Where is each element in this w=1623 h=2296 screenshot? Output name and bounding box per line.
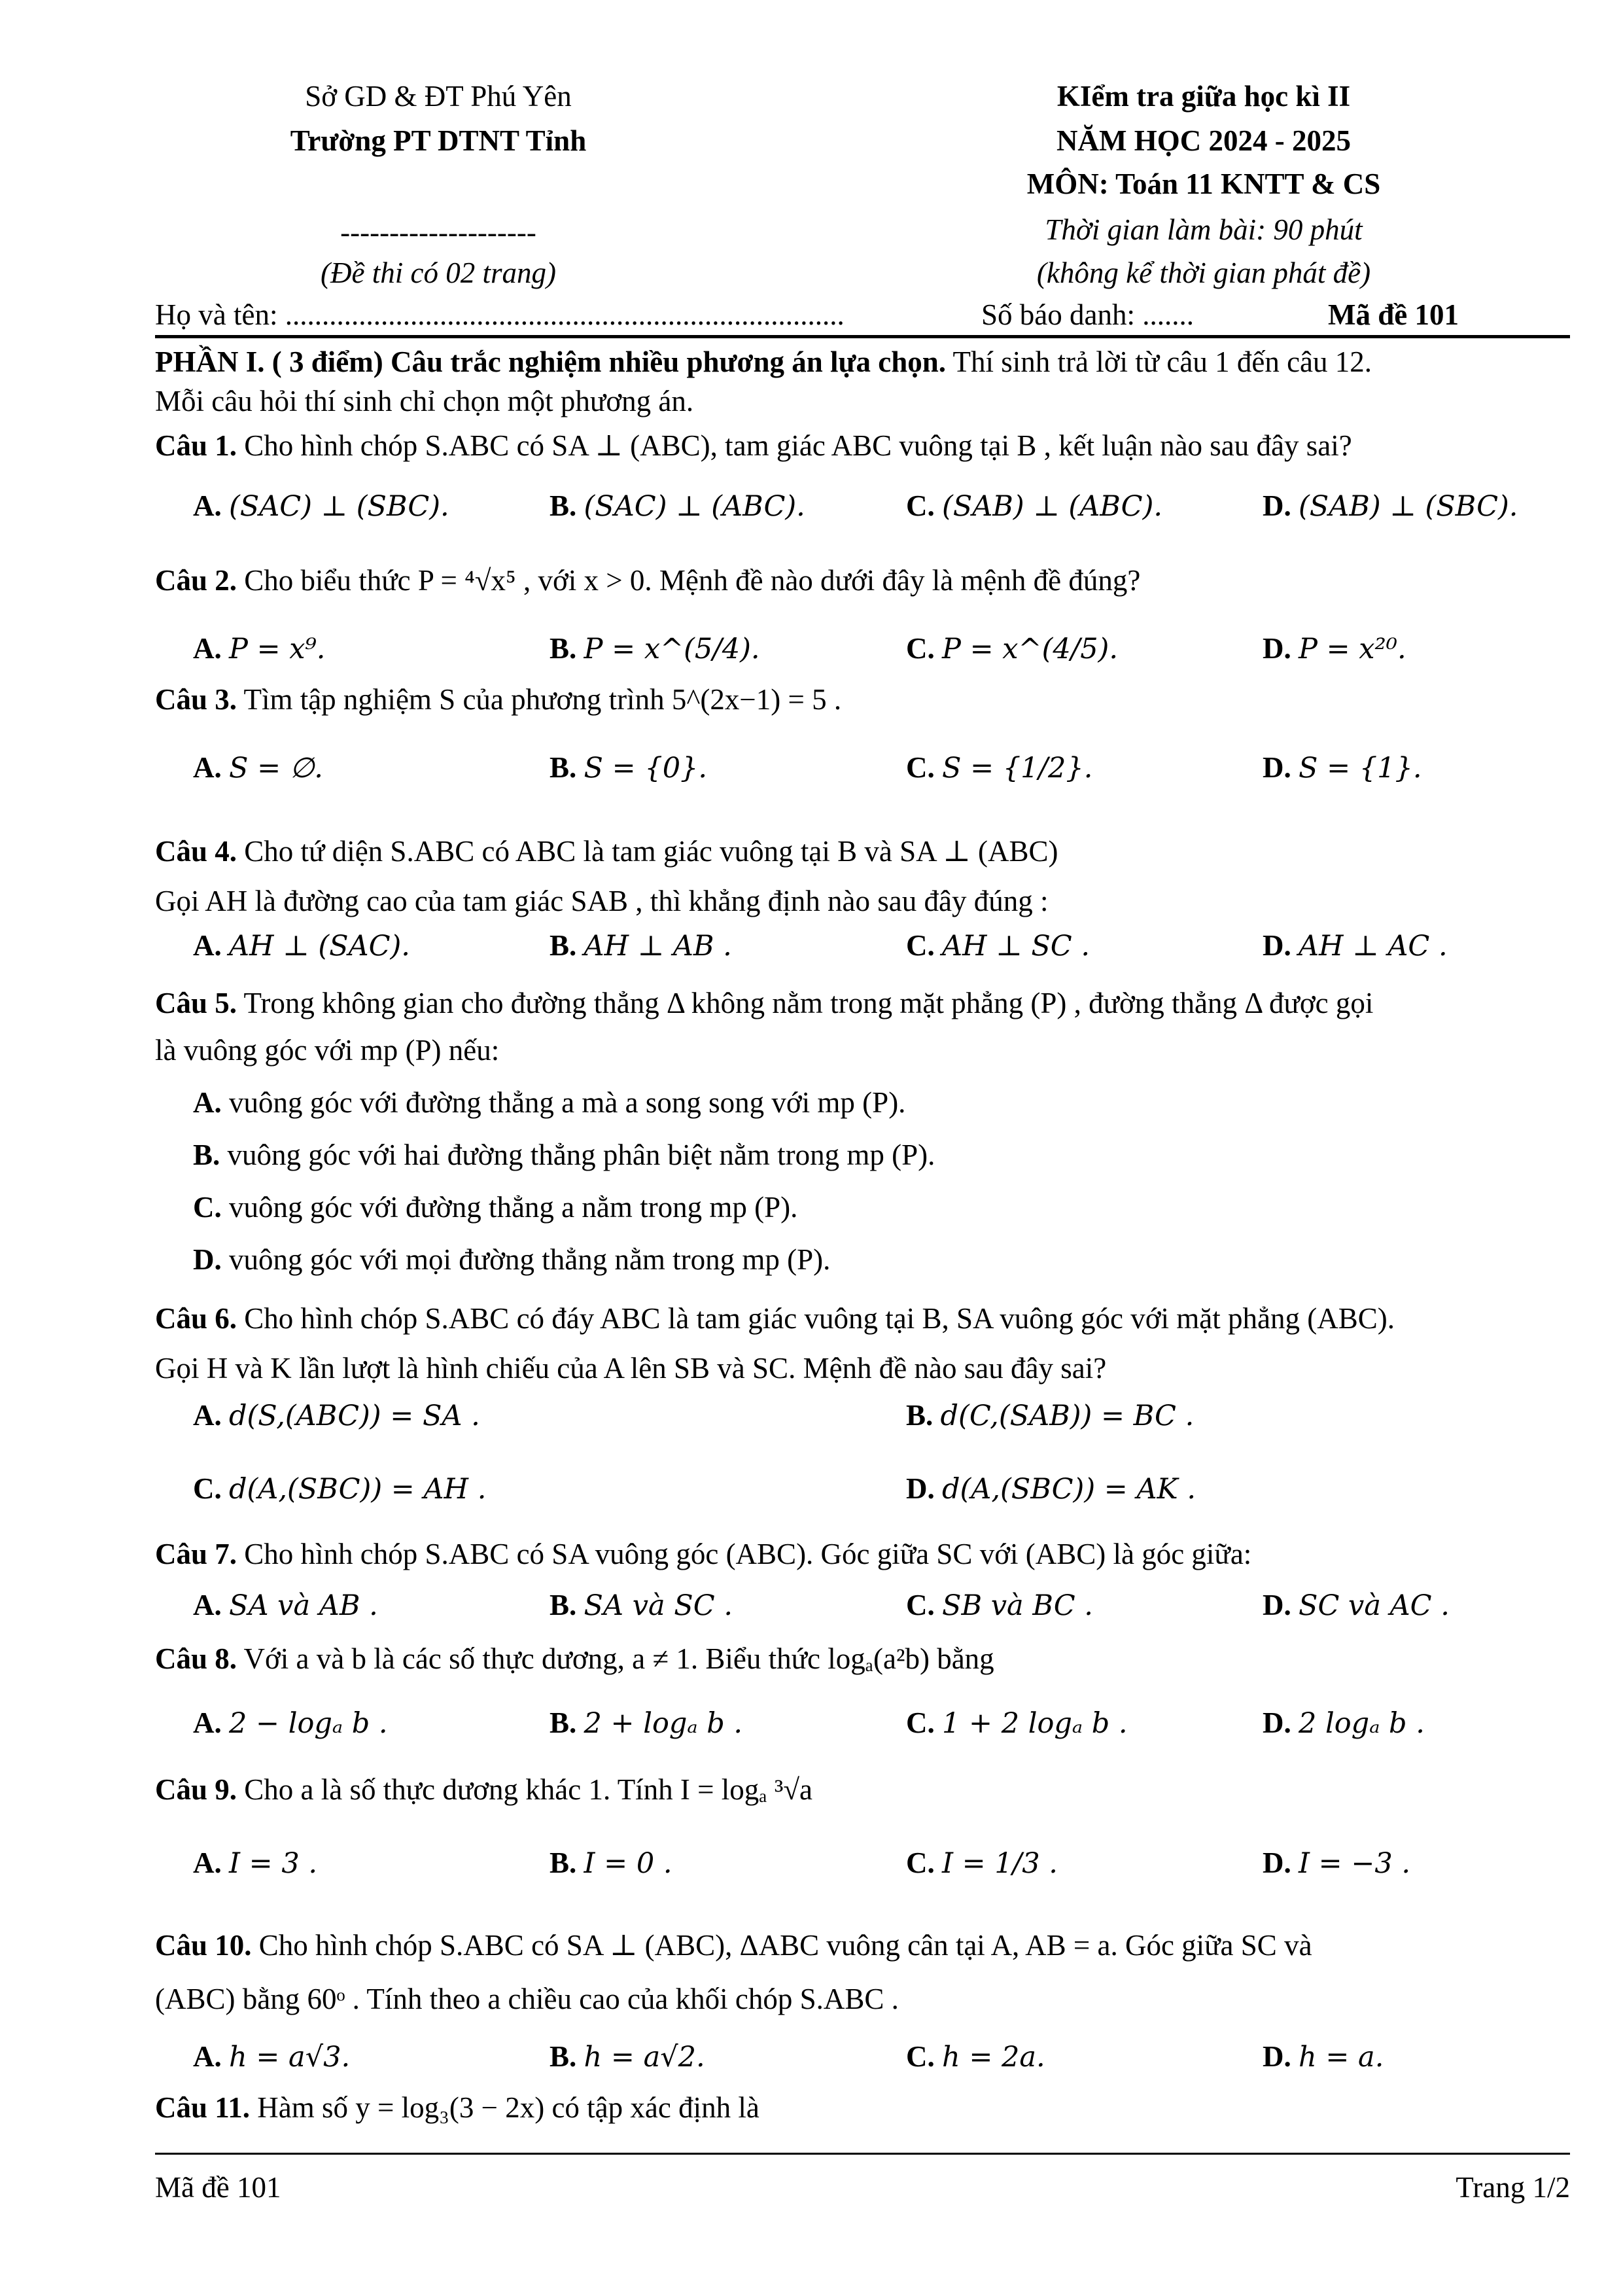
footer-divider (155, 2153, 1570, 2155)
option-b: B. vuông góc với hai đường thẳng phân biệt nằm trong mp (P). (193, 1139, 935, 1171)
option-c: C. SB và BC . (906, 1589, 1093, 1622)
question-label: Câu 4. (155, 835, 237, 868)
question-label: Câu 5. (155, 987, 237, 1019)
option-a: A. AH ⊥ (SAC). (193, 929, 410, 963)
question-5 (155, 987, 1373, 1021)
option-c: C. AH ⊥ SC . (906, 929, 1091, 963)
question-2 (155, 564, 1140, 598)
question-text: Cho hình chóp S.ABC có SA ⊥ (ABC), ΔABC vuông cân tại A, AB = a. Góc giữa SC và (258, 1929, 1312, 1962)
footer-code: Mã đề 101 (155, 2171, 281, 2204)
header-duration: Thời gian làm bài: 90 phút (1045, 213, 1363, 246)
option-b: B. SA và SC . (550, 1589, 733, 1622)
option-b: B. 2 + logₐ b . (550, 1706, 743, 1740)
part1-title: PHẦN I. ( 3 điểm) Câu trắc nghiệm nhiều phương án lựa chọn. (155, 345, 947, 378)
question-text: Hàm số y = log₃(3 − 2x) có tập xác định là (257, 2091, 759, 2124)
question-text: Cho hình chóp S.ABC có SA ⊥ (ABC), tam giác ABC vuông tại B , kết luận nào sau đây sai? (244, 429, 1352, 462)
header-dept: Sở GD & ĐT Phú Yên (305, 80, 572, 113)
question-label: Câu 7. (155, 1538, 237, 1570)
option-b: B. h = a√2. (550, 2040, 705, 2074)
option-a: A. 2 − logₐ b . (193, 1706, 388, 1740)
question-text: Cho biểu thức P = ⁴√x⁵ , với x > 0. Mệnh đề nào dưới đây là mệnh đề đúng? (244, 564, 1141, 597)
option-c: C. (SAB) ⊥ (ABC). (906, 489, 1163, 523)
option-c: C. d(A,(SBC)) = AH . (193, 1472, 487, 1506)
header-pages-note: (Đề thi có 02 trang) (321, 256, 556, 289)
question-label: Câu 1. (155, 429, 237, 462)
option-b: B. (SAC) ⊥ (ABC). (550, 489, 805, 523)
option-a: A. P = x⁹. (193, 632, 326, 665)
question-text: Cho hình chóp S.ABC có SA vuông góc (ABC). Góc giữa SC với (ABC) là góc giữa: (244, 1538, 1252, 1570)
header-subject: MÔN: Toán 11 KNTT & CS (1026, 168, 1381, 200)
option-c: C. P = x^(4/5). (906, 632, 1119, 665)
question-text: Cho hình chóp S.ABC có đáy ABC là tam giác vuông tại B, SA vuông góc với mặt phẳng (ABC). (244, 1302, 1395, 1335)
option-a: A. vuông góc với đường thẳng a mà a song song với mp (P). (193, 1086, 906, 1119)
part1-instr: Thí sinh trả lời từ câu 1 đến câu 12. (946, 345, 1372, 378)
header-duration-note: (không kể thời gian phát đề) (1036, 256, 1371, 289)
question-text: Tìm tập nghiệm S của phương trình 5^(2x−1) = 5 . (243, 683, 842, 716)
option-c: C. I = 1/3 . (906, 1846, 1058, 1880)
header-exam-title: KIểm tra giữa học kì II (1056, 80, 1351, 113)
option-d: D. S = {1}. (1263, 751, 1422, 785)
option-d: D. SC và AC . (1263, 1589, 1450, 1622)
header-dashes: -------------------- (340, 216, 536, 249)
question-text: Cho a là số thực dương khác 1. Tính I = logₐ ³√a (244, 1773, 813, 1806)
question-6-text2: Gọi H và K lần lượt là hình chiếu của A lên SB và SC. Mệnh đề nào sau đây sai? (155, 1352, 1107, 1385)
question-label: Câu 2. (155, 564, 237, 597)
option-d: D. vuông góc với mọi đường thẳng nằm trong mp (P). (193, 1243, 831, 1276)
option-b: B. I = 0 . (550, 1846, 672, 1880)
question-text: Trong không gian cho đường thẳng Δ không nằm trong mặt phẳng (P) , đường thẳng Δ được gọi (243, 987, 1374, 1019)
option-b: B. AH ⊥ AB . (550, 929, 732, 963)
header-school-year: NĂM HỌC 2024 - 2025 (1056, 124, 1351, 157)
question-4 (155, 835, 1058, 869)
option-b: B. d(C,(SAB)) = BC . (906, 1399, 1195, 1432)
question-3 (155, 683, 841, 717)
question-text: Với a và b là các số thực dương, a ≠ 1. Biểu thức logₐ(a²b) bằng (243, 1642, 994, 1675)
question-10-text2: (ABC) bằng 60ᵒ . Tính theo a chiều cao của khối chóp S.ABC . (155, 1983, 899, 2015)
question-8 (155, 1642, 994, 1676)
question-7 (155, 1538, 1251, 1572)
option-d: D. 2 logₐ b . (1263, 1706, 1425, 1740)
option-d: D. d(A,(SBC)) = AK . (906, 1472, 1196, 1506)
question-label: Câu 9. (155, 1773, 237, 1806)
option-a: A. SA và AB . (193, 1589, 378, 1622)
question-9 (155, 1773, 812, 1807)
option-a: A. (SAC) ⊥ (SBC). (193, 489, 449, 523)
question-5-text2: là vuông góc với mp (P) nếu: (155, 1034, 500, 1067)
option-c: C. h = 2a. (906, 2040, 1045, 2074)
part1-instr2: Mỗi câu hỏi thí sinh chỉ chọn một phương án. (155, 385, 694, 417)
option-c: C. 1 + 2 logₐ b . (906, 1706, 1128, 1740)
question-6 (155, 1302, 1395, 1336)
sbd-field: Số báo danh: ....... (981, 298, 1194, 331)
question-1 (155, 429, 1352, 463)
option-d: D. h = a. (1263, 2040, 1384, 2074)
question-label: Câu 10. (155, 1929, 252, 1962)
footer-page: Trang 1/2 (1456, 2171, 1570, 2204)
option-d: D. I = −3 . (1263, 1846, 1411, 1880)
option-a: A. I = 3 . (193, 1846, 318, 1880)
option-a: A. S = ∅. (193, 751, 323, 785)
option-d: D. P = x²⁰. (1263, 632, 1406, 665)
question-10 (155, 1929, 1312, 1963)
question-label: Câu 3. (155, 683, 237, 716)
question-label: Câu 11. (155, 2091, 251, 2124)
question-4-text2: Gọi AH là đường cao của tam giác SAB , thì khẳng định nào sau đây đúng : (155, 885, 1049, 917)
name-field: Họ và tên: ............................................................................ (155, 298, 845, 331)
question-label: Câu 8. (155, 1642, 237, 1675)
option-b: B. S = {0}. (550, 751, 708, 785)
header-divider (155, 335, 1570, 338)
option-a: A. h = a√3. (193, 2040, 351, 2074)
option-a: A. d(S,(ABC)) = SA . (193, 1399, 480, 1432)
part1-heading (155, 345, 1372, 380)
option-b: B. P = x^(5/4). (550, 632, 760, 665)
question-11 (155, 2091, 759, 2125)
option-d: D. (SAB) ⊥ (SBC). (1263, 489, 1518, 523)
question-text: Cho tứ diện S.ABC có ABC là tam giác vuông tại B và SA ⊥ (ABC) (244, 835, 1058, 868)
question-label: Câu 6. (155, 1302, 237, 1335)
header-school: Trường PT DTNT Tỉnh (290, 124, 587, 157)
option-d: D. AH ⊥ AC . (1263, 929, 1448, 963)
option-c: C. S = {1/2}. (906, 751, 1093, 785)
exam-code: Mã đề 101 (1328, 298, 1459, 331)
option-c: C. vuông góc với đường thẳng a nằm trong mp (P). (193, 1191, 798, 1224)
